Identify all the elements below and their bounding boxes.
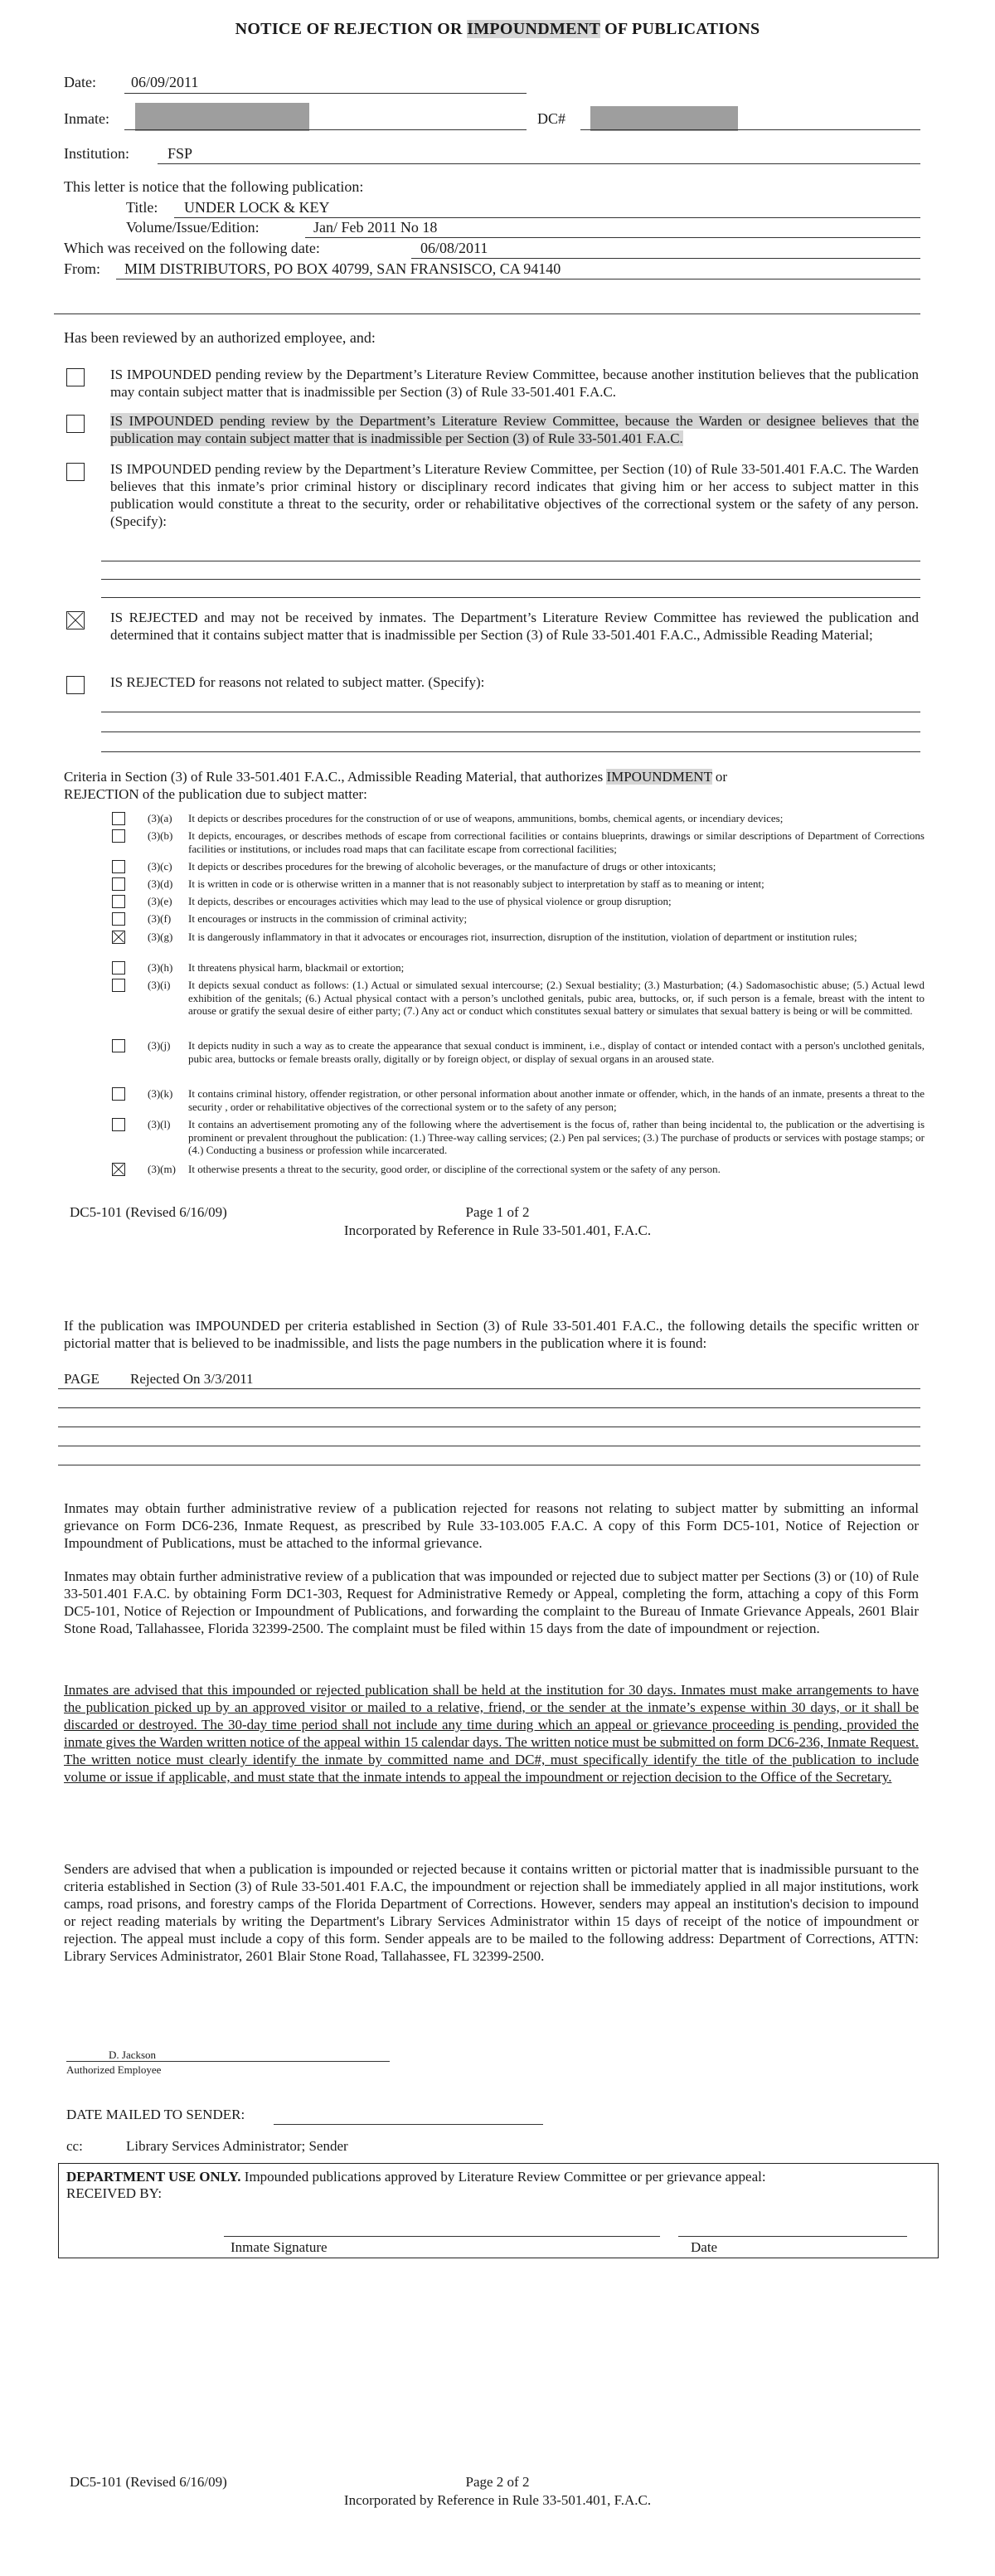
received-by-label: RECEIVED BY: — [66, 2185, 163, 2201]
page-label: PAGE — [64, 1371, 100, 1387]
option-3-checkbox[interactable] — [66, 463, 85, 481]
criteria-c-checkbox[interactable] — [112, 860, 125, 873]
criteria-i-code: (3)(i) — [148, 979, 171, 991]
criteria-m-text: It otherwise presents a threat to the security, good order, or discipline of the correctional system or the safety of any person. — [188, 1163, 721, 1175]
institution-value: FSP — [167, 145, 193, 162]
criteria-j-text: It depicts nudity in such a way as to create the appearance that sexual conduct is imminent, i.e., display of contact or intended contact with a person's unclothed genitals, pubic area, buttocks or female breasts orally, digitally or by foreign object, or display of sexual organs in an aroused state. — [188, 1039, 925, 1065]
inmate-label: Inmate: — [64, 110, 109, 127]
page-2-page-number: Page 2 of 2 — [465, 2474, 530, 2490]
criteria-e-code: (3)(e) — [148, 895, 172, 907]
criteria-c-code: (3)(c) — [148, 860, 172, 872]
cc-value: Library Services Administrator; Sender — [126, 2138, 348, 2154]
criteria-l-checkbox[interactable] — [112, 1118, 125, 1131]
option-4-text: IS REJECTED and may not be received by inmates. The Department’s Literature Review Committee has reviewed the publication and determined that it contains subject matter that is inadmissible per Section (3) of Rule 33-501.401 F.A.C., Admissible Reading Material; — [110, 610, 919, 643]
date-mailed-label: DATE MAILED TO SENDER: — [66, 2107, 245, 2122]
criteria-a-text: It depicts or describes procedures for the construction of or use of weapons, ammunitions, bombs, chemical agents, or incendiary devices; — [188, 812, 784, 824]
option-1-checkbox[interactable] — [66, 368, 85, 386]
received-date-value: 06/08/2011 — [420, 240, 488, 256]
criteria-g-text: It is dangerously inflammatory in that it advocates or encourages riot, insurrection, disruption of the institution, violation of department or institution rules; — [188, 931, 857, 943]
reviewed-line: Has been reviewed by an authorized employee, and: — [64, 329, 376, 346]
criteria-m-checkbox[interactable] — [112, 1163, 125, 1176]
signature-date-label: Date — [691, 2239, 718, 2255]
department-use-header — [66, 2168, 929, 2185]
redacted-dc-number — [590, 106, 738, 131]
received-date-label: Which was received on the following date: — [64, 240, 320, 256]
criteria-k-checkbox[interactable] — [112, 1087, 125, 1101]
criteria-i-text: It depicts sexual conduct as follows: (1.) Actual or simulated sexual intercourse; (2.) Sexual bestiality; (3.) Masturbation; (4.) Sadomasochistic abuse; (5.) Actual lewd exhibition of the genitals; (6.) Actual physical contact with a person’s unclothed genitals, pubic area, buttocks, or, if such person is a female, breast with the intent to arouse or gratify the sexual desire of either party; (7.) Any act or conduct which constitutes sexual battery or simulates that sexual battery is being or will be committed. — [188, 979, 925, 1017]
date-value: 06/09/2011 — [131, 74, 199, 90]
paragraph-sender-appeal: Senders are advised that when a publication is impounded or rejected because it contains written or pictorial matter that is inadmissible pursuant to the criteria established in Section (3) of Rule 33-501.401 F.A.C, the impoundment or rejection shall be immediately applied in all major institutions, work camps, road prisons, and forestry camps of the Florida Department of Corrections. However, senders may appeal an institution's decision to impound or reject reading materials by writing the Department's Library Services Administrator within 15 days of receipt of the notice of impoundment or rejection. The appeal must include a copy of this form. Sender appeals are to be mailed to the following address: Department of Corrections, ATTN: Library Services Administrator, 2601 Blair Stone Road, Tallahassee, FL 32399-2500. — [64, 1861, 919, 1964]
criteria-intro-text: Criteria in Section (3) of Rule 33-501.401 F.A.C., Admissible Reading Material, that authorizes — [64, 769, 607, 785]
volume-value: Jan/ Feb 2011 No 18 — [313, 219, 438, 236]
option-2-checkbox[interactable] — [66, 415, 85, 433]
pub-title-label: Title: — [126, 199, 158, 216]
page-1-incorporated: Incorporated by Reference in Rule 33-501.401, F.A.C. — [343, 1222, 652, 1238]
page-title — [0, 20, 995, 39]
criteria-f-text: It encourages or instructs in the commission of criminal activity; — [188, 912, 468, 925]
option-2-highlight: IS IMPOUNDED pending review by the Department’s Literature Review Committee, because the Warden or designee believes that the publication may contain subject matter that is inadmissible per Section (3) of Rule 33-501.401 F.A.C. — [110, 413, 919, 446]
page-2-incorporated: Incorporated by Reference in Rule 33-501.401, F.A.C. — [343, 2492, 652, 2508]
option-3-text: IS IMPOUNDED pending review by the Department’s Literature Review Committee, per Section (10) of Rule 33-501.401 F.A.C. The Warden believes that this inmate’s prior criminal history or disciplinary record indicates that giving him or her access to subject matter in this publication would constitute a threat to the security, order or rehabilitative objectives of the correctional system or the safety of any person. (Specify): — [110, 461, 919, 529]
option-2-text — [110, 412, 919, 447]
from-label: From: — [64, 260, 101, 277]
pub-title-value: UNDER LOCK & KEY — [184, 199, 330, 216]
option-1-text: IS IMPOUNDED pending review by the Department’s Literature Review Committee, because another institution believes that the publication may contain subject matter that is inadmissible per Section (3) of Rule 33-501.401 F.A.C. — [110, 367, 919, 400]
criteria-b-code: (3)(b) — [148, 829, 173, 842]
criteria-g-checkbox[interactable] — [112, 931, 125, 944]
title-highlight: IMPOUNDMENT — [467, 20, 600, 38]
criteria-m-code: (3)(m) — [148, 1163, 176, 1175]
criteria-i-checkbox[interactable] — [112, 979, 125, 992]
criteria-e-text: It depicts, describes or encourages activities which may lead to the use of physical violence or group disruption; — [188, 895, 672, 907]
volume-label: Volume/Issue/Edition: — [126, 219, 260, 236]
from-value: MIM DISTRIBUTORS, PO BOX 40799, SAN FRANSISCO, CA 94140 — [124, 260, 561, 277]
paragraph-30-day-hold: Inmates are advised that this impounded or rejected publication shall be held at the institution for 30 days. Inmates must make arrangements to have the publication picked up by an approved visitor or mailed to a relative, friend, or the sender at the inmate’s expense within 30 days, or it shall be discarded or destroyed. The 30-day time period shall not include any time during which an appeal or grievance proceeding is pending, provided the inmate gives the Warden written notice of the appeal within 15 calendar days. The written notice must be submitted on form DC6-236, Inmate Request. The written notice must clearly identify the inmate by committed name and DC#, must specifically identify the title of the publication to include volume or issue if applicable, and must state that the inmate intends to appeal the impoundment or rejection decision to the Office of the Secretary. — [64, 1682, 919, 1785]
page-2-form-number: DC5-101 (Revised 6/16/09) — [70, 2474, 227, 2490]
criteria-b-checkbox[interactable] — [112, 829, 125, 843]
cc-label: cc: — [66, 2138, 83, 2154]
criteria-a-code: (3)(a) — [148, 812, 172, 824]
institution-label: Institution: — [64, 145, 130, 162]
criteria-d-code: (3)(d) — [148, 877, 173, 890]
title-part-2: OF PUBLICATIONS — [599, 20, 760, 38]
criteria-intro-highlight: IMPOUNDMENT — [606, 769, 712, 785]
criteria-f-code: (3)(f) — [148, 912, 172, 925]
criteria-e-checkbox[interactable] — [112, 895, 125, 908]
criteria-a-checkbox[interactable] — [112, 812, 125, 825]
signature-name: D. Jackson — [109, 2049, 157, 2061]
criteria-h-code: (3)(h) — [148, 961, 173, 974]
impound-details-intro: If the publication was IMPOUNDED per criteria established in Section (3) of Rule 33-501.401 F.A.C., the following details the specific written or pictorial matter that is believed to be inadmissible, and lists the page numbers in the publication where it is found: — [64, 1318, 919, 1351]
criteria-c-text: It depicts or describes procedures for the brewing of alcoholic beverages, or the manufacture of drugs or other intoxicants; — [188, 860, 716, 872]
date-label: Date: — [64, 74, 96, 90]
criteria-d-checkbox[interactable] — [112, 877, 125, 891]
option-5-text: IS REJECTED for reasons not related to subject matter. (Specify): — [110, 674, 485, 690]
criteria-h-text: It threatens physical harm, blackmail or extortion; — [188, 961, 405, 974]
option-5-checkbox[interactable] — [66, 676, 85, 694]
department-use-bold: DEPARTMENT USE ONLY. — [66, 2169, 241, 2185]
notice-line: This letter is notice that the following publication: — [64, 178, 364, 195]
criteria-b-text: It depicts, encourages, or describes methods of escape from correctional facilities or contains blueprints, drawings or similar descriptions of Department of Corrections facilities or institutions, or includes road maps that can facilitate escape from correctional facilities; — [188, 829, 925, 855]
page-rejected-value: Rejected On 3/3/2011 — [130, 1371, 254, 1387]
criteria-k-code: (3)(k) — [148, 1087, 173, 1100]
criteria-l-code: (3)(l) — [148, 1118, 171, 1130]
page-1-form-number: DC5-101 (Revised 6/16/09) — [70, 1204, 227, 1220]
title-part-1: NOTICE OF REJECTION OR — [235, 20, 468, 38]
option-4-checkbox[interactable] — [66, 611, 85, 629]
criteria-f-checkbox[interactable] — [112, 912, 125, 926]
criteria-g-code: (3)(g) — [148, 931, 173, 943]
criteria-j-checkbox[interactable] — [112, 1039, 125, 1052]
criteria-h-checkbox[interactable] — [112, 961, 125, 975]
signature-label: Authorized Employee — [66, 2063, 162, 2076]
criteria-k-text: It contains criminal history, offender registration, or other personal information about another inmate or offender, which, in the hands of an inmate, presents a threat to the security , order or rehabilitative objectives of the correctional system or to the safety of any person; — [188, 1087, 925, 1113]
criteria-j-code: (3)(j) — [148, 1039, 171, 1052]
dc-number-label: DC# — [537, 110, 566, 127]
page-1-page-number: Page 1 of 2 — [465, 1204, 530, 1220]
criteria-intro-line-2: REJECTION of the publication due to subject matter: — [64, 786, 367, 802]
inmate-signature-label: Inmate Signature — [231, 2239, 328, 2255]
criteria-d-text: It is written in code or is otherwise written in a manner that is not reasonably subject to interpretation by staff as to meaning or intent; — [188, 877, 764, 890]
paragraph-informal-grievance: Inmates may obtain further administrative review of a publication rejected for reasons not relating to subject matter by submitting an informal grievance on Form DC6-236, Inmate Request, as prescribed by Rule 33-103.005 F.A.C. A copy of this Form DC5-101, Notice of Rejection or Impoundment of Publications, must be attached to the informal grievance. — [64, 1500, 919, 1551]
paragraph-administrative-review: Inmates may obtain further administrative review of a publication that was impounded or rejected due to subject matter per Sections (3) or (10) of Rule 33-501.401 F.A.C. by obtaining Form DC1-303, Request for Administrative Remedy or Appeal, completing the form, attaching a copy of this Form DC5-101, Notice of Rejection or Impoundment of Publications, and forwarding the complaint to the Bureau of Inmate Grievance Appeals, 2601 Blair Stone Road, Tallahassee, Florida 32399-2500. The complaint must be filed within 15 days from the date of impoundment or rejection. — [64, 1568, 919, 1636]
criteria-intro-or: or — [711, 769, 728, 785]
redacted-inmate-name — [135, 103, 309, 131]
criteria-intro — [64, 768, 919, 785]
criteria-l-text: It contains an advertisement promoting any of the following where the advertisement is the focus of, rather than being incidental to, the publication or the advertising is prominent or prevalent throughout the publication: (1.) Three-way calling services; (2.) Pen pal services; (3.) The purchase of products or services with postage stamps; or (4.) Conducting a business or profession while incarcerated. — [188, 1118, 925, 1156]
department-use-text: Impounded publications approved by Literature Review Committee or per grievance appeal: — [240, 2169, 766, 2185]
